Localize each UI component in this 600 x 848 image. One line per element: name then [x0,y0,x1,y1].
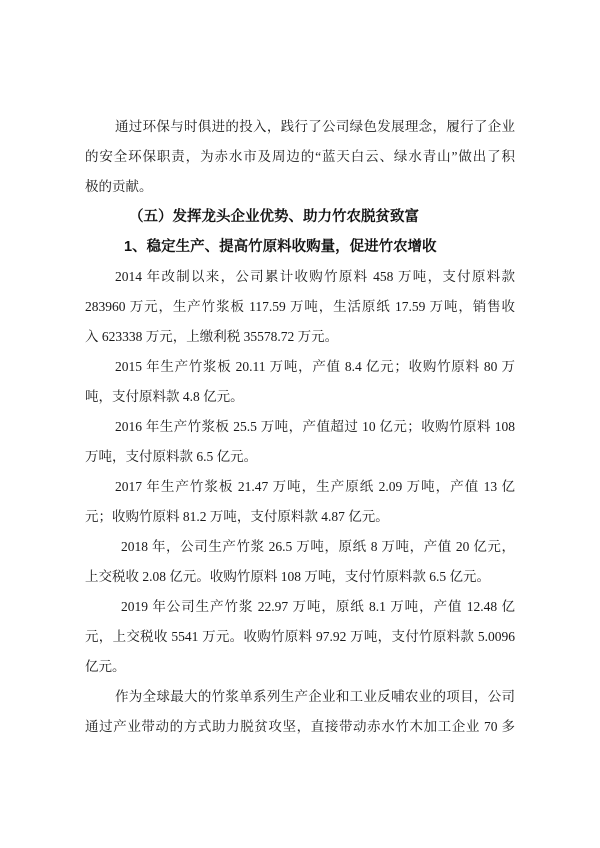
heading-line: 1、稳定生产、提高竹原料收购量，促进竹农增收 [124,239,437,255]
paragraph-2015 [85,352,515,412]
paragraph-2019 [85,592,515,682]
text-line: 2015 年生产竹浆板 20.11 万吨，产值 8.4 亿元；收购竹原料 80 万 [115,359,515,374]
paragraph-2018 [85,532,515,592]
text-line: 极的贡献。 [85,179,153,194]
text-line: 283960 万元，生产竹浆板 117.59 万吨，生活原纸 17.59 万吨，销售收 [85,299,515,314]
text-line: 上交税收 2.08 亿元。收购竹原料 108 万吨，支付竹原料款 6.5 亿元。 [85,569,490,584]
text-line: 2016 年生产竹浆板 25.5 万吨，产值超过 10 亿元；收购竹原料 108 [115,419,515,434]
heading-line: （五）发挥龙头企业优势、助力竹农脱贫致富 [129,209,419,225]
text-line: 2019 年公司生产竹浆 22.97 万吨，原纸 8.1 万吨，产值 12.48 亿 [121,599,515,614]
text-line: 通过产业带动的方式助力脱贫攻坚，直接带动赤水竹木加工企业 70 多 [85,719,515,734]
sub-heading [85,232,515,262]
text-line: 入 623338 万元，上缴利税 35578.72 万元。 [85,329,339,344]
text-line: 元；收购竹原料 81.2 万吨，支付原料款 4.87 亿元。 [85,509,389,524]
paragraph-2017 [85,472,515,532]
paragraph-2014 [85,262,515,352]
closing-paragraph [85,682,515,742]
text-line: 吨，支付原料款 4.8 亿元。 [85,389,244,404]
text-line: 万吨，支付原料款 6.5 亿元。 [85,449,258,464]
text-line: 的安全环保职责，为赤水市及周边的“蓝天白云、绿水青山”做出了积 [85,149,515,164]
section-heading [85,202,515,232]
text-line: 2014 年改制以来，公司累计收购竹原料 458 万吨，支付原料款 [115,269,515,284]
text-line: 2018 年，公司生产竹浆 26.5 万吨，原纸 8 万吨，产值 20 亿元， [121,539,515,554]
text-line: 2017 年生产竹浆板 21.47 万吨，生产原纸 2.09 万吨，产值 13 亿 [115,479,515,494]
text-line: 亿元。 [85,659,126,674]
text-line: 作为全球最大的竹浆单系列生产企业和工业反哺农业的项目，公司 [115,689,515,704]
text-line: 通过环保与时俱进的投入，践行了公司绿色发展理念，履行了企业 [115,119,515,134]
text-line: 元，上交税收 5541 万元。收购竹原料 97.92 万吨，支付竹原料款 5.0096 [85,629,515,644]
intro-paragraph [85,112,515,202]
paragraph-2016 [85,412,515,472]
